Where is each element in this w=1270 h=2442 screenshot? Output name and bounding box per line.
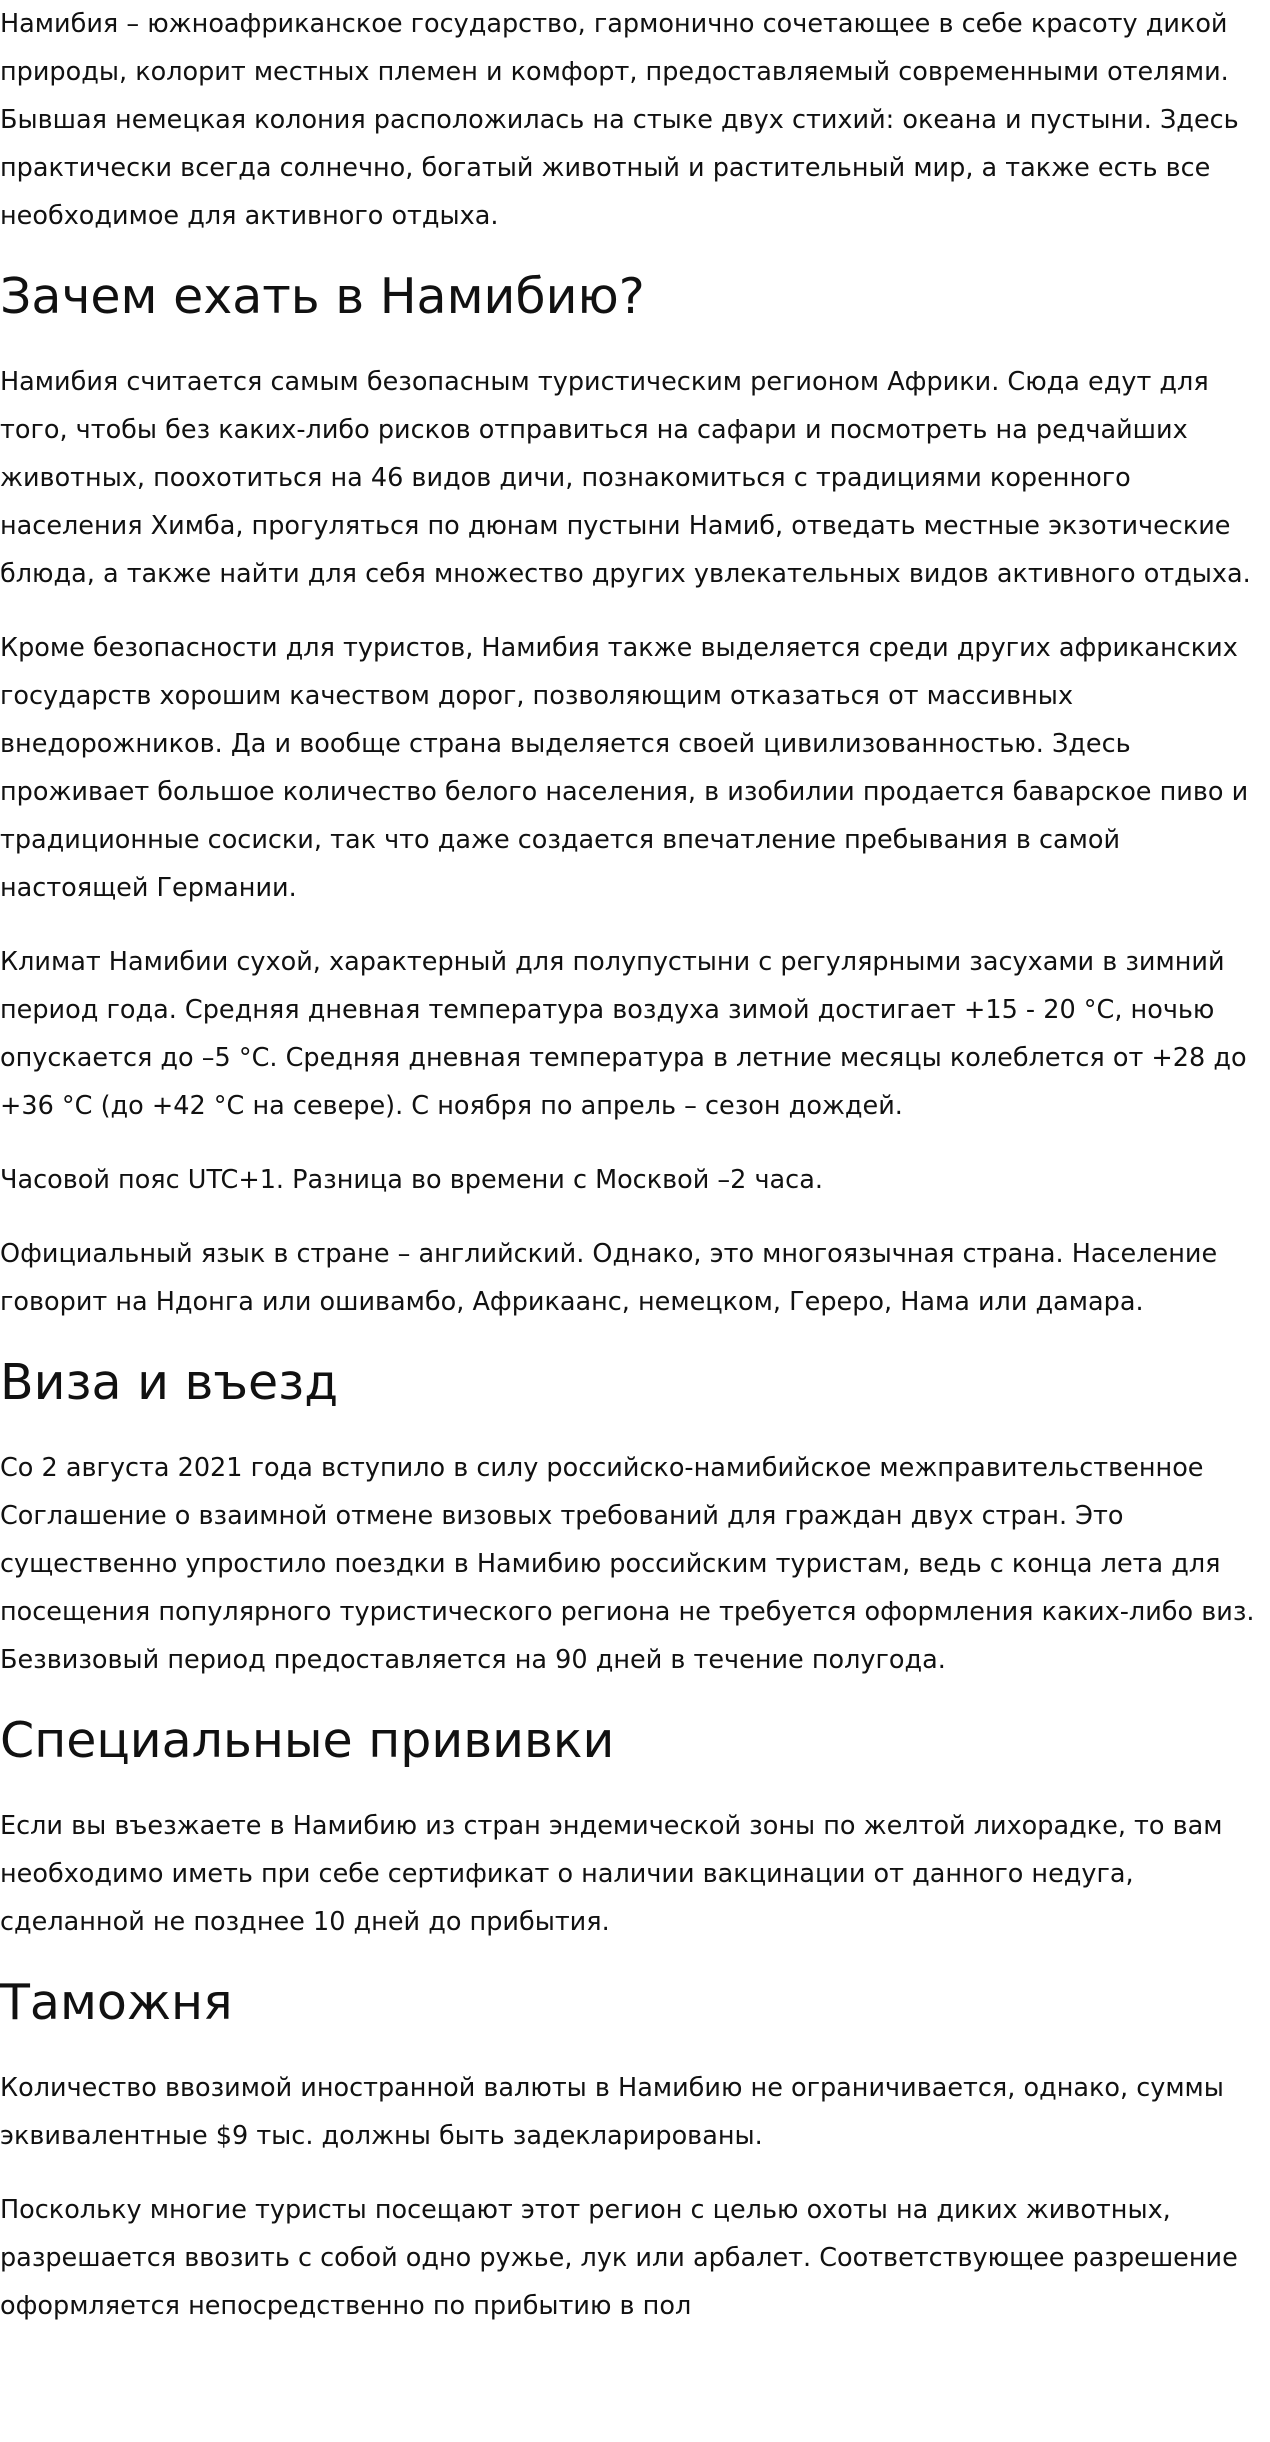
- paragraph-visa: Со 2 августа 2021 года вступило в силу российско-намибийское межправительственное Соглашение о взаимной отмене визовых требований для граждан двух стран. Это существенно упростило поездки в Намибию российским туристам, ведь с конца лета для посещения популярного туристического региона не требуется оформления каких-либо виз. Безвизовый период предоставляется на 90 дней в течение полугода.: [0, 1453, 1255, 1675]
- paragraph-timezone: Часовой пояс UTC+1. Разница во времени с Москвой –2 часа.: [0, 1165, 823, 1195]
- section-heading-customs: Таможня: [0, 1974, 233, 2031]
- intro-paragraph: Намибия – южноафриканское государство, гармонично сочетающее в себе красоту дикой природы, колорит местных племен и комфорт, предоставляемый современными отелями. Бывшая немецкая колония расположилась на стыке двух стихий: океана и пустыни. Здесь практически всегда солнечно, богатый животный и растительный мир, а также есть все необходимое для активного отдыха.: [0, 9, 1239, 231]
- paragraph-roads: Кроме безопасности для туристов, Намибия также выделяется среди других африканских государств хорошим качеством дорог, позволяющим отказаться от массивных внедорожников. Да и вообще страна выделяется своей цивилизованностью. Здесь проживает большое количество белого населения, в изобилии продается баварское пиво и традиционные сосиски, так что даже создается впечатление пребывания в самой настоящей Германии.: [0, 633, 1249, 903]
- section-heading-visa: Виза и въезд: [0, 1354, 339, 1411]
- paragraph-language: Официальный язык в стране – английский. Однако, это многоязычная страна. Население говорит на Ндонга или ошивамбо, Африкаанс, немецком, Гереро, Нама или дамара.: [0, 1239, 1218, 1317]
- paragraph-safety: Намибия считается самым безопасным туристическим регионом Африки. Сюда едут для того, чтобы без каких-либо рисков отправиться на сафари и посмотреть на редчайших животных, поохотиться на 46 видов дичи, познакомиться с традициями коренного населения Химба, прогуляться по дюнам пустыни Намиб, отведать местные экзотические блюда, а также найти для себя множество других увлекательных видов активного отдыха.: [0, 367, 1251, 589]
- paragraph-climate: Климат Намибии сухой, характерный для полупустыни с регулярными засухами в зимний период года. Средняя дневная температура воздуха зимой достигает +15 - 20 °C, ночью опускается до –5 °C. Средняя дневная температура в летние месяцы колеблется от +28 до +36 °C (до +42 °C на севере). С ноября по апрель – сезон дождей.: [0, 947, 1247, 1121]
- paragraph-vaccinations: Если вы въезжаете в Намибию из стран эндемической зоны по желтой лихорадке, то вам необходимо иметь при себе сертификат о наличии вакцинации от данного недуга, сделанной не позднее 10 дней до прибытия.: [0, 1811, 1223, 1937]
- section-heading-why-namibia: Зачем ехать в Намибию?: [0, 268, 645, 325]
- section-heading-vaccinations: Специальные прививки: [0, 1712, 615, 1769]
- paragraph-currency: Количество ввозимой иностранной валюты в Намибию не ограничивается, однако, суммы эквивалентные $9 тыс. должны быть задекларированы.: [0, 2073, 1224, 2151]
- paragraph-weapons: Поскольку многие туристы посещают этот регион с целью охоты на диких животных, разрешается ввозить с собой одно ружье, лук или арбалет. Соответствующее разрешение оформляется непосредственно по прибытию в пол: [0, 2195, 1238, 2321]
